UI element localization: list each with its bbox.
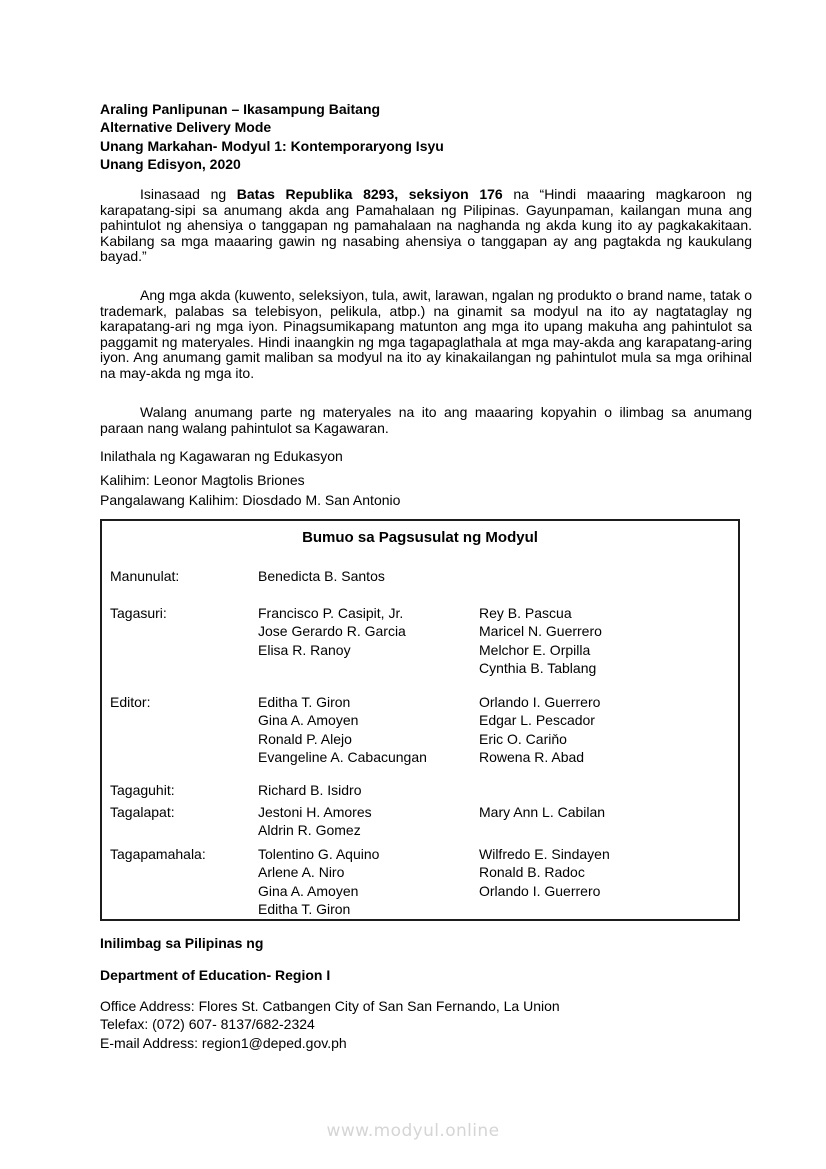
tagapamahala-names-col2 bbox=[479, 845, 610, 900]
team-member: Cynthia B. Tablang bbox=[479, 659, 597, 676]
team-member: Rey B. Pascua bbox=[479, 605, 572, 621]
team-member: Aldrin R. Gomez bbox=[258, 822, 361, 839]
email-line: E-mail Address: region1@deped.gov.ph bbox=[100, 1034, 347, 1051]
publisher-line: Inilathala ng Kagawaran ng Edukasyon bbox=[100, 448, 343, 464]
copyright-paragraph-1 bbox=[100, 187, 752, 265]
contact-block bbox=[100, 997, 560, 1052]
team-member: Jose Gerardo R. Garcia bbox=[258, 623, 406, 640]
team-member: Edgar L. Pescador bbox=[479, 712, 595, 729]
paragraph1-law-reference: Batas Republika 8293, seksiyon 176 bbox=[236, 186, 503, 202]
watermark: www.modyul.online bbox=[326, 1121, 500, 1141]
undersecretary-line: Pangalawang Kalihim: Diosdado M. San Antonio bbox=[100, 492, 401, 508]
role-label-tagasuri: Tagasuri: bbox=[110, 605, 167, 621]
printed-in-line: Inilimbag sa Pilipinas ng bbox=[100, 935, 264, 951]
role-label-tagalapat: Tagalapat: bbox=[110, 804, 175, 820]
tagalapat-names-col2 bbox=[479, 803, 605, 821]
team-member: Orlando I. Guerrero bbox=[479, 694, 601, 710]
office-address-line: Office Address: Flores St. Catbangen City of San San Fernando, La Union bbox=[100, 998, 560, 1014]
copyright-paragraph-2: Ang mga akda (kuwento, seleksiyon, tula, awit, larawan, ngalan ng produkto o brand name, tatak o trademark, palabas sa telebisyon, pelikula, atbp.) na ginamit sa modyul na ito ay nagtataglay ng karapatang-ari ng mga iyon. Pinagsumikapang matunton ang mga ito upang makuha ang pahintulot sa paggamit ng materyales. Hindi inaangkin ng mga tagapaglathala at mga may-akda ang karapatang-aring iyon. Ang anumang gamit maliban sa modyul na ito ay kinakailangan ng pahintulot mula sa mga orihinal na may-akda ng mga ito. bbox=[100, 287, 752, 381]
module-header bbox=[100, 100, 444, 173]
development-team-box bbox=[100, 519, 740, 921]
team-member: Tolentino G. Aquino bbox=[258, 846, 380, 862]
team-box-title: Bumuo sa Pagsusulat ng Modyul bbox=[302, 529, 538, 546]
team-member: Gina A. Amoyen bbox=[258, 882, 359, 899]
role-label-editor: Editor: bbox=[110, 694, 151, 710]
team-member: Editha T. Giron bbox=[258, 694, 351, 710]
editor-names-col2 bbox=[479, 693, 600, 766]
team-member: Maricel N. Guerrero bbox=[479, 623, 602, 640]
team-member: Ronald B. Radoc bbox=[479, 864, 585, 881]
header-line-quarter-module: Unang Markahan- Modyul 1: Kontemporaryong Isyu bbox=[100, 137, 444, 154]
header-line-mode: Alternative Delivery Mode bbox=[100, 119, 272, 136]
team-member: Melchor E. Orpilla bbox=[479, 641, 591, 658]
team-member: Mary Ann L. Cabilan bbox=[479, 804, 606, 820]
tagapamahala-names-col1 bbox=[258, 845, 379, 918]
department-line: Department of Education- Region I bbox=[100, 967, 331, 983]
team-member: Benedicta B. Santos bbox=[258, 568, 385, 584]
team-member: Arlene A. Niro bbox=[258, 864, 345, 881]
team-member: Rowena R. Abad bbox=[479, 748, 585, 765]
copyright-paragraph-3: Walang anumang parte ng materyales na ito ang maaaring kopyahin o ilimbag sa anumang paraan nang walang pahintulot sa Kagawaran. bbox=[100, 404, 752, 436]
team-member: Orlando I. Guerrero bbox=[479, 882, 601, 899]
role-label-tagapamahala: Tagapamahala: bbox=[110, 846, 206, 862]
team-member: Richard B. Isidro bbox=[258, 782, 362, 798]
team-member: Ronald P. Alejo bbox=[258, 730, 352, 747]
paragraph1-suffix: na “Hindi maaaring magkaroon ng karapatang-sipi sa anumang akda ang Pamahalaan ng Pilipinas. Gayunpaman, kailangan muna ang pahintulot ng ahensiya o tanggapan ng pamahalaan na naghanda ng akda kung ito ay pagkakakitaan. Kabilang sa mga maaaring gawin ng nasabing ahensiya o tanggapan ay ang pagtakda ng kaukulang bayad.” bbox=[100, 186, 752, 264]
tagasuri-names-col1 bbox=[258, 604, 406, 659]
team-member: Evangeline A. Cabacungan bbox=[258, 748, 427, 765]
editor-names-col1 bbox=[258, 693, 427, 766]
manunulat-names bbox=[258, 567, 385, 585]
tagasuri-names-col2 bbox=[479, 604, 602, 677]
tagalapat-names-col1 bbox=[258, 803, 372, 840]
tagaguhit-names bbox=[258, 781, 361, 799]
team-member: Wilfredo E. Sindayen bbox=[479, 846, 610, 862]
team-member: Jestoni H. Amores bbox=[258, 804, 372, 820]
team-member: Editha T. Giron bbox=[258, 900, 351, 917]
paragraph1-prefix: Isinasaad ng bbox=[140, 186, 237, 202]
team-member: Eric O. Cariňo bbox=[479, 730, 567, 747]
telefax-line: Telefax: (072) 607- 8137/682-2324 bbox=[100, 1016, 315, 1033]
role-label-manunulat: Manunulat: bbox=[110, 568, 180, 584]
team-member: Francisco P. Casipit, Jr. bbox=[258, 605, 404, 621]
header-line-subject: Araling Panlipunan – Ikasampung Baitang bbox=[100, 101, 381, 117]
secretary-line: Kalihim: Leonor Magtolis Briones bbox=[100, 472, 305, 488]
team-member: Gina A. Amoyen bbox=[258, 712, 359, 729]
header-line-edition: Unang Edisyon, 2020 bbox=[100, 155, 241, 172]
team-member: Elisa R. Ranoy bbox=[258, 641, 351, 658]
role-label-tagaguhit: Tagaguhit: bbox=[110, 782, 175, 798]
